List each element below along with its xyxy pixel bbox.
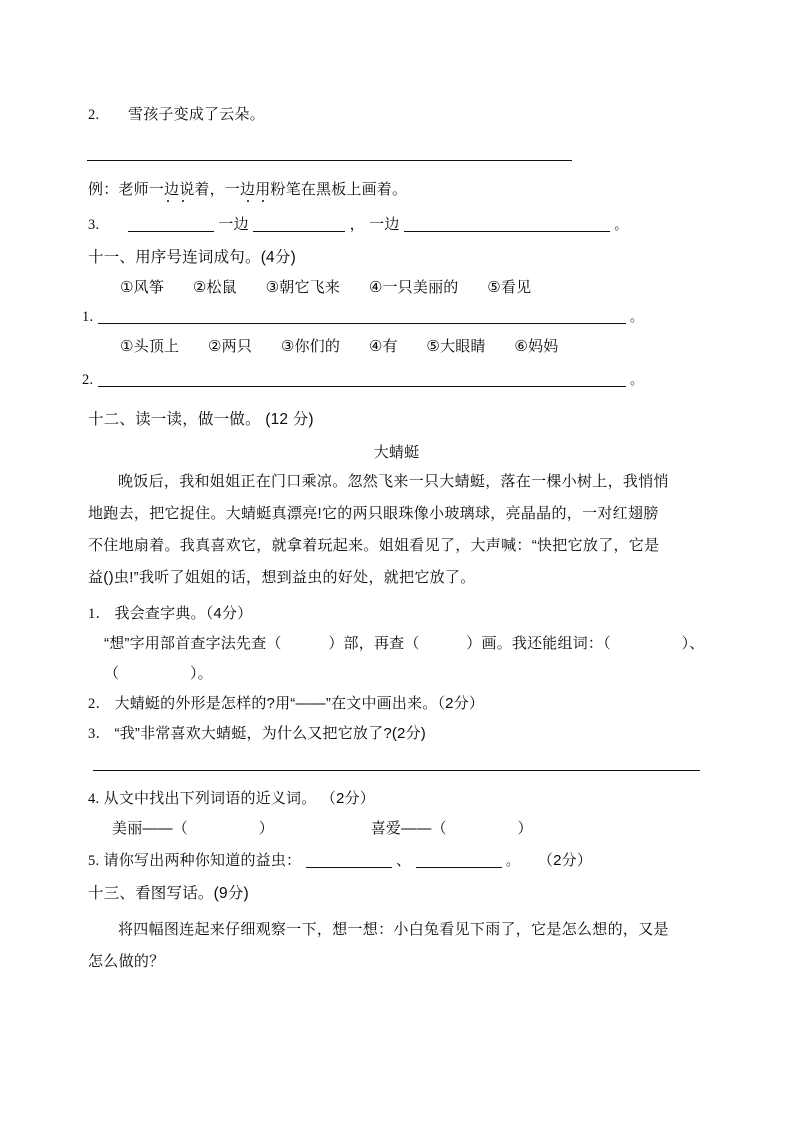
reading-question-4: [88, 789, 375, 809]
word-item: ①风筝: [120, 279, 165, 296]
emphasis-dot: [262, 200, 264, 202]
question-3-blank-2[interactable]: [253, 216, 345, 232]
answer-2-number: 2.: [82, 372, 94, 388]
reading-question-5-period: 。: [505, 853, 520, 868]
section-13-line: 怎么做的？: [88, 953, 165, 970]
word-item: ④有: [368, 338, 398, 355]
word-item: ①头顶上: [120, 338, 180, 355]
question-2-text: 雪孩子变成了云朵。: [128, 106, 265, 123]
reading-question-5-number: 5.: [88, 853, 100, 869]
reading-question-4-number: 4.: [88, 791, 100, 807]
synonym-pairs: [112, 819, 533, 839]
reading-question-3-stem: “我”非常喜欢大蜻蜓，为什么又把它放了?(2分): [114, 725, 426, 742]
section-12-title: 十二、读一读，做一做。 (12 分): [88, 411, 314, 428]
passage-line: 地跑去，把它捉住。大蜻蜓真漂亮!它的两只眼珠像小玻璃球，亮晶晶的，一对红翅膀: [88, 505, 659, 522]
word-item: ⑥妈妈: [514, 338, 559, 355]
emphasis-dot: [167, 200, 169, 202]
reading-question-2-stem: 大蜻蜓的外形是怎样的?用“——”在文中画出来。（2分）: [114, 695, 485, 712]
synonym-pair-1-word: 美丽——（: [112, 820, 189, 837]
word-item: ②两只: [208, 338, 253, 355]
section-11-title: 十一、用序号连词成句。(4分): [88, 249, 296, 266]
reading-question-5-stem: 请你写出两种你知道的益虫：: [103, 852, 302, 869]
reading-question-5-sep: 、: [396, 852, 412, 869]
reading-question-5-score: （2分）: [537, 852, 593, 869]
reading-question-2: [88, 694, 484, 714]
reading-question-3-answer-rule[interactable]: [93, 770, 700, 771]
answer-1-blank[interactable]: [98, 308, 626, 324]
dictionary-prompt-c: ）画。我还能组词：（: [466, 635, 611, 652]
dictionary-close-paren: ）。: [189, 665, 213, 682]
reading-question-5: [88, 851, 592, 871]
passage-title: 大蜻蜓: [373, 444, 420, 461]
question-3-comma: ，: [349, 216, 365, 233]
reading-question-2-number: 2．: [88, 696, 111, 712]
question-2-answer-rule[interactable]: [87, 160, 572, 161]
passage-line: 晚饭后，我和姐姐正在门口乘凉。忽然飞来一只大蜻蜓，落在一棵小树上，我悄悄: [118, 473, 669, 490]
synonym-pair-1-close: ）: [258, 820, 274, 837]
synonym-pair-2-word: 喜爱——（: [370, 820, 447, 837]
section-11-answer-2: [82, 370, 643, 390]
insect-blank-2[interactable]: [416, 852, 502, 868]
answer-1-number: 1.: [82, 309, 94, 325]
question-3-blank-1[interactable]: [128, 216, 214, 232]
reading-question-4-stem: 从文中找出下列词语的近义词。 （2分）: [103, 790, 375, 807]
section-11-group-1-items: [120, 278, 531, 298]
question-3-line: [88, 215, 628, 235]
section-11-group-2-items: [120, 337, 558, 357]
question-3-word-b: 一边: [369, 216, 400, 233]
section-13-title: 十三、看图写话。(9分): [88, 885, 249, 902]
answer-1-period: 。: [630, 309, 644, 324]
word-item: ③朝它飞来: [265, 279, 341, 296]
question-2-line: [88, 105, 265, 125]
word-item: ③你们的: [280, 338, 341, 355]
answer-2-blank[interactable]: [98, 371, 626, 387]
question-3-blank-3[interactable]: [404, 216, 610, 232]
reading-question-1-line-3: [104, 664, 213, 684]
example-line: [88, 180, 407, 200]
reading-question-3: [88, 724, 426, 744]
question-3-period: 。: [614, 217, 628, 232]
word-item: ⑤大眼睛: [426, 338, 486, 355]
dictionary-prompt-a: “想”字用部首查字法先查（: [104, 635, 282, 652]
reading-question-1-stem: 我会查字典。（4分）: [114, 605, 253, 622]
reading-question-1: [88, 604, 252, 624]
section-11-answer-1: [82, 307, 643, 327]
section-13-line: 将四幅图连起来仔细观察一下，想一想：小白兔看见下雨了，它是怎么想的，又是: [118, 921, 669, 938]
passage-line: 益()虫!”我听了姐姐的话，想到益虫的好处，就把它放了。: [88, 569, 476, 586]
question-3-word-a: 一边: [218, 216, 249, 233]
emphasis-dot: [182, 200, 184, 202]
word-item: ⑤看见: [487, 279, 532, 296]
question-2-number: 2.: [88, 107, 100, 123]
reading-question-1-line-2: [104, 634, 704, 654]
passage-line: 不住地扇着。我真喜欢它，就拿着玩起来。姐姐看见了，大声喊：“快把它放了，它是: [88, 537, 660, 554]
answer-2-period: 。: [630, 372, 644, 387]
insect-blank-1[interactable]: [306, 852, 392, 868]
word-item: ④一只美丽的: [368, 279, 459, 296]
dictionary-prompt-d: ）、: [681, 635, 705, 652]
example-text: 例：老师一边说着，一边用粉笔在黑板上画着。: [88, 181, 408, 198]
synonym-pair-2-close: ）: [517, 820, 533, 837]
reading-question-1-number: 1．: [88, 606, 111, 622]
word-item: ②松鼠: [192, 279, 237, 296]
dictionary-open-paren: （: [104, 665, 120, 682]
emphasis-dot: [247, 200, 249, 202]
dictionary-prompt-b: ）部，再查（: [328, 635, 420, 652]
question-3-number: 3.: [88, 217, 100, 233]
reading-question-3-number: 3．: [88, 726, 111, 742]
